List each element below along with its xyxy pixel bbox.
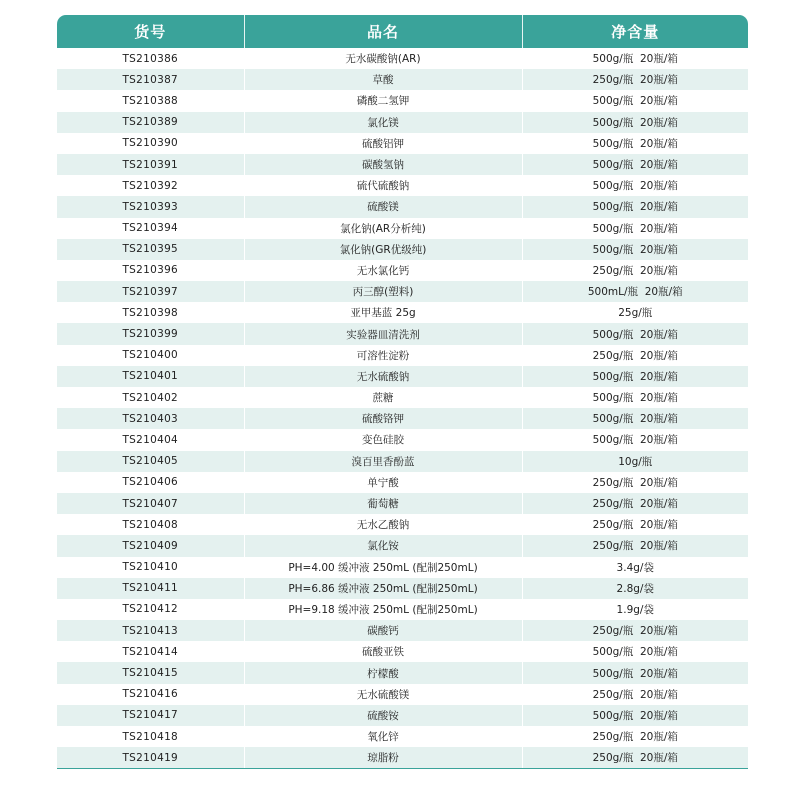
cell-net-content: 10g/瓶 [522,451,748,472]
cell-item-number: TS210400 [122,349,179,362]
cell-net-content: 500g/瓶 20瓶/箱 [522,218,748,239]
column-header-product-name: 品名 [244,15,522,48]
cell-product-name: 氯化钠(GR优级纯) [244,239,522,260]
cell-item-number: TS210413 [57,620,244,641]
table-row [57,239,748,260]
cell-product-name: 硫酸铬钾 [244,408,522,429]
table-row [57,535,748,556]
cell-net-content: 500g/瓶 20瓶/箱 [522,662,748,683]
cell-product-name: 琼脂粉 [244,747,522,769]
table-row [57,112,748,133]
table-row [57,726,748,747]
cell-product-name: 氧化锌 [244,726,522,747]
header-row [57,15,748,48]
cell-net-content: 500g/瓶 20瓶/箱 [522,387,748,408]
cell-product-name: 硫酸镁 [244,196,522,217]
cell-item-number: TS210390 [122,137,179,150]
table-row [57,366,748,387]
cell-product-name: 无水氯化钙 [244,260,522,281]
column-header-item-number: 货号 [57,15,244,48]
cell-product-name: 硫酸铵 [244,705,522,726]
cell-net-content: 250g/瓶 20瓶/箱 [522,684,748,705]
table-row [57,472,748,493]
cell-net-content: 250g/瓶 20瓶/箱 [522,726,748,747]
cell-net-content: 500g/瓶 20瓶/箱 [522,641,748,662]
cell-product-name: 硫酸亚铁 [244,641,522,662]
cell-product-name: 草酸 [244,69,522,90]
cell-net-content: 250g/瓶 20瓶/箱 [522,493,748,514]
cell-net-content: 500g/瓶 20瓶/箱 [522,366,748,387]
cell-net-content: 500g/瓶 20瓶/箱 [522,112,748,133]
cell-net-content: 250g/瓶 20瓶/箱 [522,747,748,769]
table-row [57,493,748,514]
cell-net-content: 250g/瓶 20瓶/箱 [522,345,748,366]
cell-item-number: TS210419 [57,747,244,769]
cell-net-content: 1.9g/袋 [522,599,748,620]
table-row [57,154,748,175]
cell-item-number: TS210397 [57,281,244,302]
cell-product-name: 溴百里香酚蓝 [244,451,522,472]
cell-item-number: TS210405 [57,451,244,472]
table-row [57,345,748,366]
cell-product-name: 硫酸铝钾 [244,133,522,154]
product-table-container [57,15,748,769]
cell-product-name: 无水硫酸钠 [244,366,522,387]
cell-item-number: TS210408 [122,518,179,531]
cell-net-content: 500mL/瓶 20瓶/箱 [522,281,748,302]
cell-product-name: 氯化钠(AR分析纯) [244,218,522,239]
table-row [57,175,748,196]
table-row [57,133,748,154]
cell-product-name: 硫代硫酸钠 [244,175,522,196]
cell-net-content: 500g/瓶 20瓶/箱 [522,196,748,217]
cell-net-content: 500g/瓶 20瓶/箱 [522,48,748,69]
cell-net-content: 500g/瓶 20瓶/箱 [522,154,748,175]
cell-net-content: 500g/瓶 20瓶/箱 [522,705,748,726]
cell-product-name: PH=6.86 缓冲液 250mL (配制250mL) [244,578,522,599]
cell-item-number: TS210395 [57,239,244,260]
table-row [57,196,748,217]
table-row [57,90,748,111]
cell-net-content: 250g/瓶 20瓶/箱 [522,69,748,90]
table-row [57,578,748,599]
cell-item-number: TS210401 [57,366,244,387]
table-row [57,641,748,662]
cell-product-name: 柠檬酸 [244,662,522,683]
cell-product-name: 磷酸二氢钾 [244,90,522,111]
cell-item-number: TS210387 [57,69,244,90]
cell-item-number: TS210409 [57,535,244,556]
cell-net-content: 250g/瓶 20瓶/箱 [522,514,748,535]
cell-product-name: PH=4.00 缓冲液 250mL (配制250mL) [244,557,522,578]
cell-product-name: 丙三醇(塑料) [244,281,522,302]
cell-item-number: TS210416 [122,688,179,701]
table-row [57,684,748,705]
cell-net-content: 500g/瓶 20瓶/箱 [522,429,748,450]
cell-item-number: TS210394 [122,222,179,235]
cell-item-number: TS210407 [57,493,244,514]
cell-product-name: 碳酸钙 [244,620,522,641]
cell-item-number: TS210386 [122,52,179,65]
table-row [57,557,748,578]
cell-item-number: TS210398 [122,306,179,319]
cell-item-number: TS210406 [122,476,179,489]
table-row [57,69,748,90]
cell-net-content: 500g/瓶 20瓶/箱 [522,175,748,196]
cell-item-number: TS210414 [122,645,179,658]
cell-net-content: 2.8g/袋 [522,578,748,599]
table-header [57,15,748,48]
cell-item-number: TS210417 [57,705,244,726]
table-row [57,260,748,281]
cell-net-content: 3.4g/袋 [522,557,748,578]
column-header-net-content: 净含量 [522,15,748,48]
cell-net-content: 250g/瓶 20瓶/箱 [522,620,748,641]
cell-item-number: TS210418 [122,730,179,743]
table-row [57,705,748,726]
cell-product-name: 变色硅胶 [244,429,522,450]
cell-product-name: 可溶性淀粉 [244,345,522,366]
table-row [57,747,748,769]
product-table [57,15,748,769]
table-row [57,429,748,450]
cell-product-name: 氯化镁 [244,112,522,133]
cell-item-number: TS210396 [122,264,179,277]
cell-item-number: TS210410 [122,561,179,574]
cell-item-number: TS210393 [57,196,244,217]
cell-net-content: 250g/瓶 20瓶/箱 [522,260,748,281]
cell-product-name: 碳酸氢钠 [244,154,522,175]
cell-item-number: TS210412 [122,603,179,616]
cell-net-content: 25g/瓶 [522,302,748,323]
cell-product-name: 氯化铵 [244,535,522,556]
table-row [57,662,748,683]
table-body [57,48,748,769]
cell-net-content: 500g/瓶 20瓶/箱 [522,239,748,260]
cell-item-number: TS210399 [57,323,244,344]
cell-item-number: TS210392 [122,179,179,192]
table-row [57,408,748,429]
table-row [57,451,748,472]
table-row [57,599,748,620]
cell-item-number: TS210391 [57,154,244,175]
cell-item-number: TS210415 [57,662,244,683]
cell-item-number: TS210411 [57,578,244,599]
cell-item-number: TS210389 [57,112,244,133]
cell-product-name: 无水硫酸镁 [244,684,522,705]
cell-item-number: TS210402 [122,391,179,404]
cell-product-name: 蔗糖 [244,387,522,408]
cell-item-number: TS210388 [122,94,179,107]
cell-product-name: PH=9.18 缓冲液 250mL (配制250mL) [244,599,522,620]
cell-product-name: 无水碳酸钠(AR) [244,48,522,69]
table-row [57,218,748,239]
table-row [57,281,748,302]
cell-net-content: 500g/瓶 20瓶/箱 [522,323,748,344]
table-row [57,323,748,344]
table-row [57,620,748,641]
cell-product-name: 亚甲基蓝 25g [244,302,522,323]
cell-item-number: TS210403 [57,408,244,429]
cell-net-content: 250g/瓶 20瓶/箱 [522,535,748,556]
cell-net-content: 500g/瓶 20瓶/箱 [522,408,748,429]
table-row [57,48,748,69]
cell-product-name: 无水乙酸钠 [244,514,522,535]
cell-item-number: TS210404 [122,433,179,446]
table-row [57,302,748,323]
table-row [57,514,748,535]
cell-net-content: 250g/瓶 20瓶/箱 [522,472,748,493]
cell-net-content: 500g/瓶 20瓶/箱 [522,133,748,154]
cell-net-content: 500g/瓶 20瓶/箱 [522,90,748,111]
cell-product-name: 实验器皿清洗剂 [244,323,522,344]
table-row [57,387,748,408]
cell-product-name: 葡萄糖 [244,493,522,514]
cell-product-name: 单宁酸 [244,472,522,493]
